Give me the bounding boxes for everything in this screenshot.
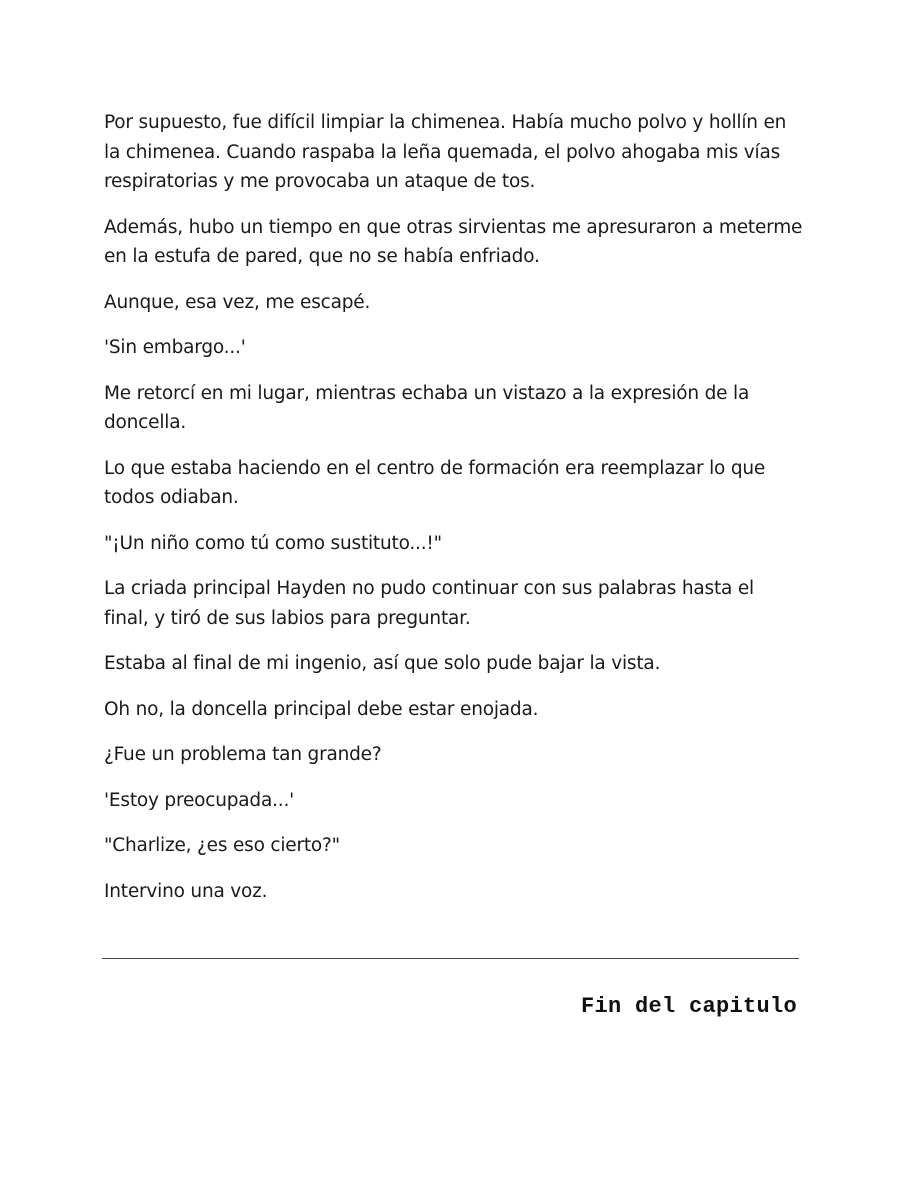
section-divider — [102, 958, 799, 959]
paragraph: 'Sin embargo...' — [104, 337, 246, 358]
paragraph: Me retorcí en mi lugar, mientras echaba un vistazo a la expresión de la doncella. — [104, 382, 750, 433]
paragraph: ¿Fue un problema tan grande? — [104, 744, 382, 765]
chapter-body — [104, 108, 804, 922]
paragraph: 'Estoy preocupada...' — [104, 789, 295, 811]
paragraph: Aunque, esa vez, me escapé. — [104, 291, 371, 313]
paragraph: Intervino una voz. — [104, 880, 268, 902]
paragraph: Estaba al final de mi ingenio, así que solo pude bajar la vista. — [104, 653, 661, 674]
chapter-end-label: Fin del capitulo — [580, 994, 797, 1019]
paragraph: "¡Un niño como tú como sustituto...!" — [104, 532, 442, 554]
paragraph: Por supuesto, fue difícil limpiar la chimenea. Había mucho polvo y hollín en la chimenea. Cuando raspaba la leña quemada, el polvo ahogaba mis vías respiratorias y me provocaba un ataque de tos. — [104, 112, 787, 192]
paragraph: Oh no, la doncella principal debe estar enojada. — [104, 698, 539, 720]
paragraph: La criada principal Hayden no pudo continuar con sus palabras hasta el final, y tiró de sus labios para preguntar. — [104, 578, 754, 629]
paragraph: "Charlize, ¿es eso cierto?" — [104, 835, 340, 856]
paragraph: Lo que estaba haciendo en el centro de formación era reemplazar lo que todos odiaban. — [104, 457, 766, 508]
paragraph: Además, hubo un tiempo en que otras sirvientas me apresuraron a meterme en la estufa de pared, que no se había enfriado. — [104, 216, 803, 267]
